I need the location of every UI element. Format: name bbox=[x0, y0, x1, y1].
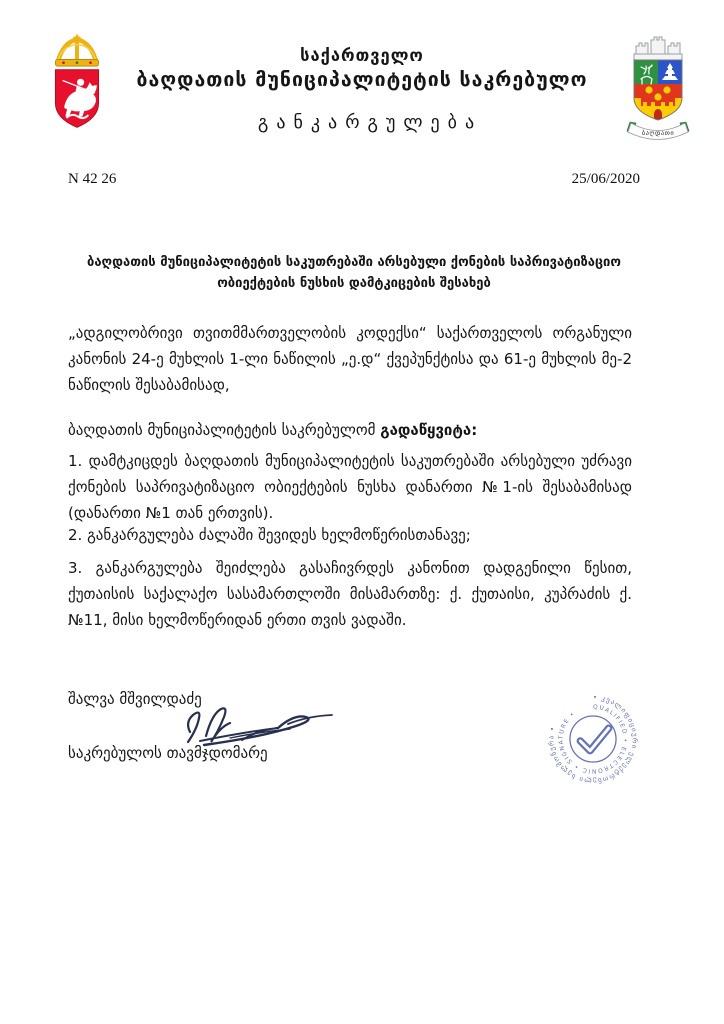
decree-item-2: 2. განკარგულება ძალაში შევიდეს ხელმოწერისთანავე; bbox=[68, 526, 471, 544]
decree-item-3: 3. განკარგულება შეიძლება გასაჩივრდეს კანონით დადგენილი წესით, ქუთაისის საქალაქო სასამართლოში მისამართზე: ქ. ქუთაისი, კუპრაძის ქ. №11, მისი ხელმოწერიდან ერთი თვის ვადაში. bbox=[68, 559, 632, 629]
header-council: ბაღდათის მუნიციპალიტეტის საკრებულო bbox=[136, 68, 588, 91]
baghdati-banner-text: ბაღდათი bbox=[641, 129, 675, 137]
decision-line bbox=[68, 417, 632, 443]
stamp-outer-text: • კვალიფიციური ელექტრონული ხელმოწერა • bbox=[547, 693, 639, 785]
checkmark-icon bbox=[580, 728, 608, 751]
banner-ribbon bbox=[627, 122, 689, 140]
svg-text:QUALIFIED • ELECTRONIC • SIGNA bbox=[558, 704, 627, 773]
signer-title: საკრებულოს თავმჯდომარე bbox=[68, 744, 268, 762]
baghdati-coat-of-arms-icon bbox=[626, 34, 690, 144]
decision-word: გადაწყვიტა: bbox=[380, 421, 478, 439]
doc-date: 25/06/2020 bbox=[571, 171, 640, 187]
doc-number: N 42 26 bbox=[68, 171, 117, 187]
gate-arch bbox=[654, 109, 662, 120]
header-doc-type: განკარგულება bbox=[257, 112, 483, 133]
stamp-inner-text: QUALIFIED • ELECTRONIC • SIGNATURE • bbox=[558, 704, 628, 774]
header-country: საქართველო bbox=[300, 46, 424, 65]
doc-title: ბაღდათის მუნიციპალიტეტის საკუთრებაში არსებული ქონების საპრივატიზაციო ობიექტების ნუსხის დამტკიცების შესახებ bbox=[87, 255, 621, 291]
signer-name: შალვა მშვილდაძე bbox=[68, 690, 202, 708]
mural-crown-icon bbox=[634, 37, 682, 60]
legal-basis-paragraph: „ადგილობრივი თვითმმართველობის კოდექსი“ საქართველოს ორგანული კანონის 24-ე მუხლის 1-ლი ნაწილის „ე.დ“ ქვეპუნქტისა და 61-ე მუხლის მე-2 ნაწილის შესაბამისად, bbox=[68, 324, 632, 394]
decision-prefix: ბაღდათის მუნიციპალიტეტის საკრებულომ bbox=[68, 421, 381, 439]
decree-item-1: 1. დამტკიცდეს ბაღდათის მუნიციპალიტეტის საკუთრებაში არსებული უძრავი ქონების საპრივატიზაციო ობიექტების ნუსხა დანართი №1-ის შესაბამისად (დანართი №1 თან ერთვის). bbox=[68, 452, 632, 522]
digital-signature-stamp bbox=[544, 690, 642, 788]
